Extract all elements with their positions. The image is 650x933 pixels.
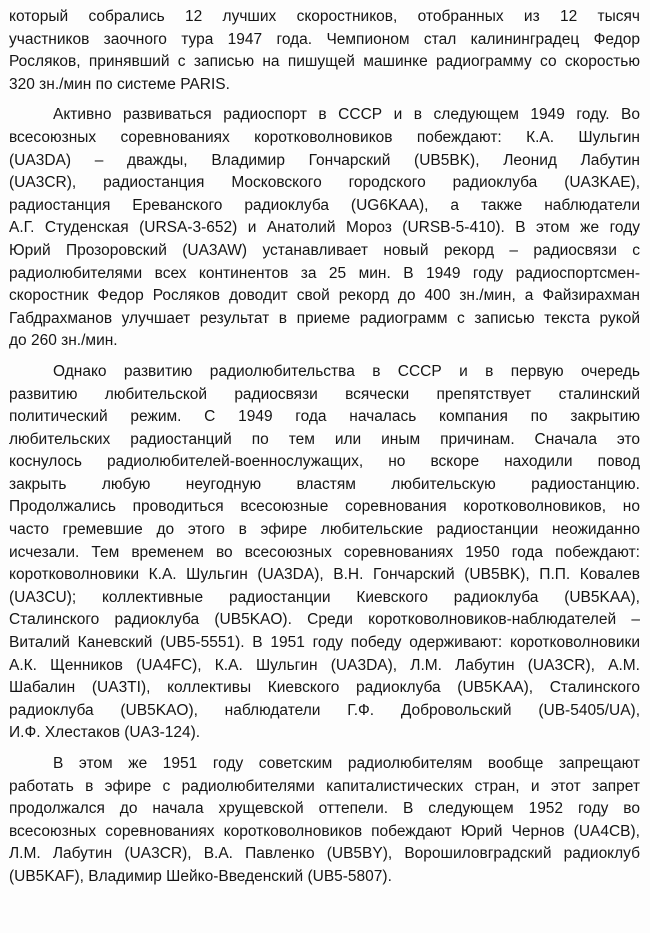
- text-line: скоростник Федор Росляков доводит свой рекорд до 400 зн./мин, а Файзирахман: [9, 287, 640, 305]
- text-line: 320 зн./мин по системе PARIS.: [9, 75, 230, 93]
- text-line: который собрались 12 лучших скоростников, отобранных из 12 тысяч: [9, 8, 640, 25]
- text-line: исчезали. Тем временем во всесоюзных соревнованиях 1950 года побеждают:: [9, 543, 640, 561]
- text-line: до 260 зн./мин.: [9, 332, 118, 350]
- text-line: (UA3DA) – дважды, Владимир Гончарский (UB5BK), Леонид Лабутин: [9, 151, 640, 169]
- paragraph-4: [9, 753, 640, 889]
- text-line: Активно развиваться радиоспорт в СССР и в следующем 1949 году. Во: [53, 106, 640, 124]
- text-line: коротковолновики К.А. Шульгин (UA3DA), В.Н. Гончарский (UB5BK), П.П. Ковалев: [9, 566, 640, 584]
- text-line: продолжался до начала хрущевской оттепели. В следующем 1952 году во: [9, 800, 640, 818]
- text-line: развитию любительской радиосвязи всячески препятствует сталинский: [9, 385, 640, 403]
- text-line: радиостанция Ереванского радиоклуба (UG6KAA), а также наблюдатели: [9, 196, 640, 214]
- text-line: Габдрахманов улучшает результат в приеме радиограмм с записью текста рукой: [9, 309, 640, 327]
- paragraph-1: [9, 6, 640, 96]
- text-line: И.Ф. Хлестаков (UA3-124).: [9, 724, 201, 742]
- text-line: Л.М. Лабутин (UA3CR), В.А. Павленко (UB5BY), Ворошиловградский радиоклуб: [9, 845, 640, 863]
- text-line: Юрий Прозоровский (UA3AW) устанавливает новый рекорд – радиосвязи с: [9, 241, 640, 259]
- text-line: (UA3CU); коллективные радиостанции Киевского радиоклуба (UB5KAA),: [9, 588, 640, 606]
- text-line: политический режим. С 1949 года началась компания по закрытию: [9, 408, 640, 426]
- text-line: А.К. Щенников (UA4FC), К.А. Шульгин (UA3DA), Л.М. Лабутин (UA3CR), А.М.: [9, 656, 640, 674]
- text-line: Шабалин (UA3TI), коллективы Киевского радиоклуба (UB5KAA), Сталинского: [9, 679, 640, 697]
- text-line: всесоюзных соревнованиях коротковолновиков побеждают: К.А. Шульгин: [9, 128, 640, 146]
- text-line: часто гремевшие до этого в эфире любительские радиостанции неожиданно: [9, 521, 640, 539]
- text-line: всесоюзных соревнованиях коротковолновиков побеждают Юрий Чернов (UA4CB),: [9, 822, 640, 840]
- text-line: работать в эфире с радиолюбителями капиталистических стран, и этот запрет: [9, 777, 640, 795]
- paragraph-3: [9, 361, 640, 745]
- text-line: А.Г. Студенская (URSA-3-652) и Анатолий Мороз (URSB-5-410). В этом же году: [9, 219, 640, 237]
- text-line: Сталинского радиоклуба (UB5KAO). Среди коротковолновиков-наблюдателей –: [9, 611, 640, 629]
- document-body: [9, 6, 640, 889]
- text-line: закрыть любую неугодную властям любительскую радиостанцию.: [9, 475, 640, 493]
- text-line: коснулось радиолюбителей-военнослужащих, но вскоре находили повод: [9, 453, 640, 471]
- text-line: Однако развитию радиолюбительства в СССР и в первую очередь: [53, 362, 640, 380]
- text-line: Виталий Каневский (UB5-5551). В 1951 году победу одерживают: коротковолновики: [9, 634, 640, 652]
- text-line: В этом же 1951 году советским радиолюбителям вообще запрещают: [53, 755, 640, 772]
- text-line: Продолжались проводиться всесоюзные соревнования коротковолновиков, но: [9, 498, 640, 516]
- text-line: Росляков, принявший с записью на пишущей машинке радиограмму со скоростью: [9, 53, 640, 71]
- paragraph-2: [9, 104, 640, 353]
- text-line: любительских радиостанций по тем или иным причинам. Сначала это: [9, 430, 640, 448]
- text-line: (UB5KAF), Владимир Шейко-Введенский (UB5-5807).: [9, 867, 392, 885]
- text-line: радиоклуба (UB5KAO), наблюдатели Г.Ф. Добровольский (UB-5405/UA),: [9, 701, 640, 719]
- text-line: (UA3CR), радиостанция Московского городского радиоклуба (UA3KAE),: [9, 174, 640, 192]
- text-line: радиолюбителями всех континентов за 25 мин. В 1949 году радиоспортсмен-: [9, 264, 640, 282]
- text-line: участников заочного тура 1947 года. Чемпионом стал калининградец Федор: [9, 30, 640, 48]
